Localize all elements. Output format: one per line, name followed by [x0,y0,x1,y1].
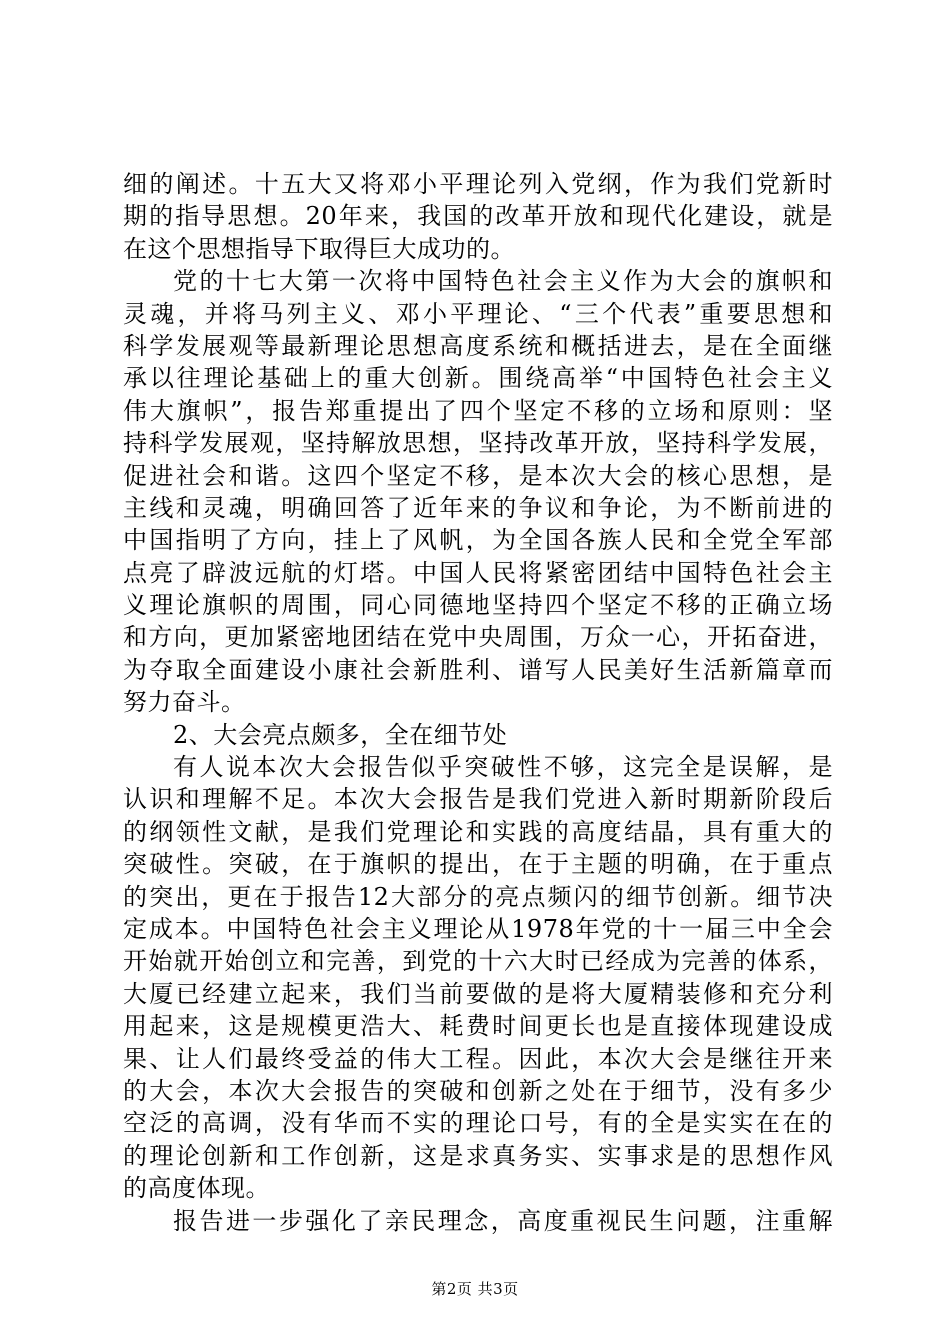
text-line: 灵魂，并将马列主义、邓小平理论、“三个代表”重要思想和 [123,299,833,328]
text-line: 空泛的高调，没有华而不实的理论口号，有的全是实实在在的 [123,1109,833,1138]
text-line: 义理论旗帜的周围，同心同德地坚持四个坚定不移的正确立场 [123,591,833,620]
text-line: 有人说本次大会报告似乎突破性不够，这完全是误解，是 [173,753,833,782]
text-line: 党的十七大第一次将中国特色社会主义作为大会的旗帜和 [173,267,833,296]
text-line: 的突出，更在于报告12大部分的亮点频闪的细节创新。细节决 [123,882,833,911]
text-line: 大厦已经建立起来，我们当前要做的是将大厦精装修和充分利 [123,979,833,1008]
text-line: 承以往理论基础上的重大创新。围绕高举“中国特色社会主义 [123,364,833,393]
text-line: 的高度体现。 [123,1174,270,1203]
text-line: 报告进一步强化了亲民理念，高度重视民生问题，注重解 [173,1206,833,1235]
text-line: 科学发展观等最新理论思想高度系统和概括进去，是在全面继 [123,331,833,360]
text-line: 为夺取全面建设小康社会新胜利、谱写人民美好生活新篇章而 [123,655,833,684]
text-line: 在这个思想指导下取得巨大成功的。 [123,234,515,263]
text-line: 持科学发展观，坚持解放思想，坚持改革开放，坚持科学发展， [123,429,833,458]
text-line: 主线和灵魂，明确回答了近年来的争议和争论，为不断前进的 [123,493,833,522]
text-line: 果、让人们最终受益的伟大工程。因此，本次大会是继往开来 [123,1044,833,1073]
text-line: 点亮了辟波远航的灯塔。中国人民将紧密团结中国特色社会主 [123,558,833,587]
text-line: 定成本。中国特色社会主义理论从1978年党的十一届三中全会 [123,914,833,943]
page-footer: 第2页 共3页 [431,1280,519,1298]
text-line: 的纲领性文献，是我们党理论和实践的高度结晶，具有重大的 [123,817,833,846]
text-line: 中国指明了方向，挂上了风帆，为全国各族人民和全党全军部 [123,526,833,555]
text-line: 用起来，这是规模更浩大、耗费时间更长也是直接体现建设成 [123,1012,833,1041]
text-line: 开始就开始创立和完善，到党的十六大时已经成为完善的体系， [123,947,833,976]
text-line: 认识和理解不足。本次大会报告是我们党进入新时期新阶段后 [123,785,833,814]
text-line: 促进社会和谐。这四个坚定不移，是本次大会的核心思想，是 [123,461,833,490]
text-line: 突破性。突破，在于旗帜的提出，在于主题的明确，在于重点 [123,850,833,879]
section-heading: 2、大会亮点颇多，全在细节处 [173,720,508,749]
document-body [123,168,833,1237]
text-line: 期的指导思想。20年来，我国的改革开放和现代化建设，就是 [123,202,833,231]
text-line: 的大会，本次大会报告的突破和创新之处在于细节，没有多少 [123,1076,833,1105]
text-line: 和方向，更加紧密地团结在党中央周围，万众一心，开拓奋进， [123,623,833,652]
text-line: 努力奋斗。 [123,688,246,717]
text-line: 伟大旗帜”，报告郑重提出了四个坚定不移的立场和原则：坚 [123,396,833,425]
text-line: 的理论创新和工作创新，这是求真务实、实事求是的思想作风 [123,1141,833,1170]
text-line: 细的阐述。十五大又将邓小平理论列入党纲，作为我们党新时 [123,170,833,198]
